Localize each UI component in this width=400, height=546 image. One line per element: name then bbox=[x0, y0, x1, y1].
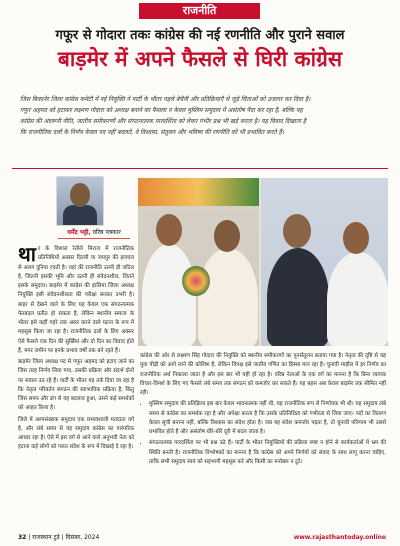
deck bbox=[20, 94, 380, 138]
person-far-right-body bbox=[327, 252, 388, 346]
headline: बाड़मेर में अपने फैसले से घिरी कांग्रेस bbox=[57, 47, 343, 71]
paragraph: कांग्रेस की ओर से लक्ष्मण सिंह गोदारा की नियुक्ति को स्थानीय समीकरणों का पुनर्संतुलन बताया गया है। नेतृत्व की दृष्टि से यह युवा पीढ़ी को आगे लाने की कोशिश है, लेकिन विपक्ष इसे जातीय गणित का हिस्सा मान रहा है। चुनावी माहौल में हर निर्णय का राजनीतिक अर्थ निकाला जाता है और इस बार भी यही हो रहा है। वरिष्ठ नेताओं के एक वर्ग का मानना है कि बिना व्यापक विचार-विमर्श के लिए गए फैसले लंबे समय तक संगठन को कमजोर कर सकते हैं। यह बहस अब केवल बाड़मेर तक सीमित नहीं रही। bbox=[140, 353, 386, 396]
person-right-body bbox=[267, 248, 329, 346]
person-right-head bbox=[283, 214, 311, 248]
bullet-item: • मुस्लिम समुदाय की प्रतिक्रिया इस बार केवल भावनात्मक नहीं थी, यह राजनीतिक रूप से निर्णायक भी थी। यह समुदाय लंबे समय से कांग्रेस का समर्थक रहा है और अपेक्षा करता है कि उसके प्रतिनिधित्व को गंभीरता से लिया जाए। पदों का वितरण केवल सूची बनाना नहीं, बल्कि विश्वास का संदेश होता है। जब यह संदेश कमजोर पड़ता है, तो चुनावी परिणाम भी उससे प्रभावित होते हैं और असंतोष धीरे-धीरे दूरी में बदल जाता है। bbox=[149, 400, 386, 437]
person-center-head bbox=[214, 220, 240, 252]
person-left-body bbox=[142, 244, 196, 346]
dropcap: था bbox=[18, 242, 36, 266]
deck-line: जिस बिकानेर जिला कांग्रेस कमेटी में नई नियुक्ति ने पार्टी के भीतर पहले बेचैनी और प्रतिक्रियाएँ से जुड़े चिंताओं को उजागर कर दिया है। bbox=[20, 96, 311, 103]
divider bbox=[12, 168, 388, 169]
deck-line: गफूर अहमद को हटाकर लक्ष्मण गोदारा को अध्यक्ष बनाने का फैसला न केवल मुस्लिम समुदाय में असंतोष पैदा कर रहा है, बल्कि यह bbox=[20, 107, 303, 114]
deck-line: कि राजनीतिक दलों के निर्णय केवल पद नहीं बदलते, वे विश्वास, संतुलन और भविष्य की रणनीति को भी प्रभावित करते हैं। bbox=[20, 129, 285, 136]
page-footer bbox=[0, 529, 400, 546]
photo-banner bbox=[138, 178, 259, 206]
website-link[interactable]: www.rajasthantoday.online bbox=[293, 534, 386, 541]
deck-line: कांग्रेस की अंदरूनी नीति, जातीय समीकरणों और संगठनात्मक पारदर्शिता को लेकर गंभीर प्रश्न भी खड़े करता है। यह विवाद दिखाता है bbox=[20, 118, 307, 125]
photo-right bbox=[261, 178, 388, 346]
page-number: 32 bbox=[18, 534, 27, 541]
paragraph: बाड़मेर जिला अध्यक्ष पद से गफूर अहमद को हटाए जाने का जिस तरह निर्णय लिया गया, उसकी प्रक्रिया और संदर्भ दोनों पर सवाल उठ रहे हैं। पार्टी के भीतर यह तर्क दिया जा रहा है कि नेतृत्व परिवर्तन संगठन की स्वाभाविक प्रक्रिया है, किंतु जिस समय और ढंग से यह बदलाव हुआ, उसने कई समर्थकों को आहत किया है। bbox=[18, 359, 134, 412]
photo-left bbox=[138, 178, 259, 346]
author-title: वरिष्ठ पत्रकार bbox=[92, 229, 121, 236]
person-left-head bbox=[156, 214, 182, 246]
author-photo-body bbox=[63, 205, 97, 226]
publication-name: राजस्थान टुडे bbox=[32, 534, 60, 541]
flower-bouquet bbox=[182, 266, 210, 296]
person-far-right-head bbox=[343, 222, 369, 254]
author-name: धर्मेंद्र भट्टी, bbox=[67, 229, 91, 236]
body-column-right bbox=[140, 352, 386, 469]
article-photos bbox=[138, 178, 388, 346]
paragraph bbox=[18, 242, 134, 356]
subheadline: गफूर से गोदारा तकः कांग्रेस की नई रणनीति और पुराने सवाल bbox=[55, 28, 345, 43]
person-center-body bbox=[198, 248, 258, 346]
footer-left: 32 | राजस्थान टुडे | दिसंबर, 2024 bbox=[18, 534, 100, 541]
section-tag: राजनीति bbox=[139, 3, 260, 19]
author-photo-face bbox=[70, 183, 90, 207]
author-photo bbox=[56, 176, 104, 226]
bullet-list bbox=[140, 400, 386, 467]
bullet-item: • संगठनात्मक पारदर्शिता पर भी प्रश्न उठे हैं। पार्टी के भीतर नियुक्तियों की प्रक्रिया स्पष्ट न होने से कार्यकर्ताओं में भ्रम की स्थिति बनती है। राजनीतिक विश्लेषकों का मानना है कि कांग्रेस को अपने निर्णयों को संवाद के साथ लागू करना चाहिए, ताकि सभी समुदाय स्वयं को सहभागी महसूस करें और किसी का मनोबल न टूटे। bbox=[149, 439, 386, 467]
paragraph-text: र के विशाल रेतीले मिराज में राजनीतिक प्रतिनिधियों अक्सर दिल्ली या जयपुर की हलचल से अलग दुनिया रचती है। यहां की राजनीति उतनी ही जटिल है, जितनी इसकी भूमि और उतनी ही संवेदनशील, जितने इसके समुदाय। बाड़मेर में कांग्रेस की हालिया जिला अध्यक्ष नियुक्ति इसी संवेदनशीलता की परीक्षा बनकर उभरी है। बाहर से देखने वाले के लिए यह केवल एक संगठनात्मक फेरबदल प्रतीत हो सकता है, लेकिन स्थानीय समाज के भीतर इसे कहीं गहरे तक असर करने वाले घटना के रूप में महसूस किया जा रहा है। राजनीतिक दलों के लिए अक्सर ऐसे फैसले एक दिन की सुर्खियां और दो दिन का विवाद होते हैं, मगर जमीन पर इनके प्रभाव वर्षों तक बने रहते हैं। bbox=[18, 246, 134, 354]
body-column-left bbox=[18, 242, 134, 455]
issue-date: दिसंबर, 2024 bbox=[65, 534, 100, 541]
byline-divider bbox=[58, 238, 130, 239]
paragraph: जिले में अल्पसंख्यक समुदाय एक प्रभावशाली मतदाता वर्ग है, और लंबे समय से यह समुदाय कांग्रेस का पारंपरिक आधार रहा है। ऐसे में इस वर्ग से आने वाले अनुभवी नेता को हटाना कई लोगों को गलत संदेश के रूप में दिखाई दे रहा है। bbox=[18, 416, 134, 451]
author-byline bbox=[52, 228, 136, 236]
